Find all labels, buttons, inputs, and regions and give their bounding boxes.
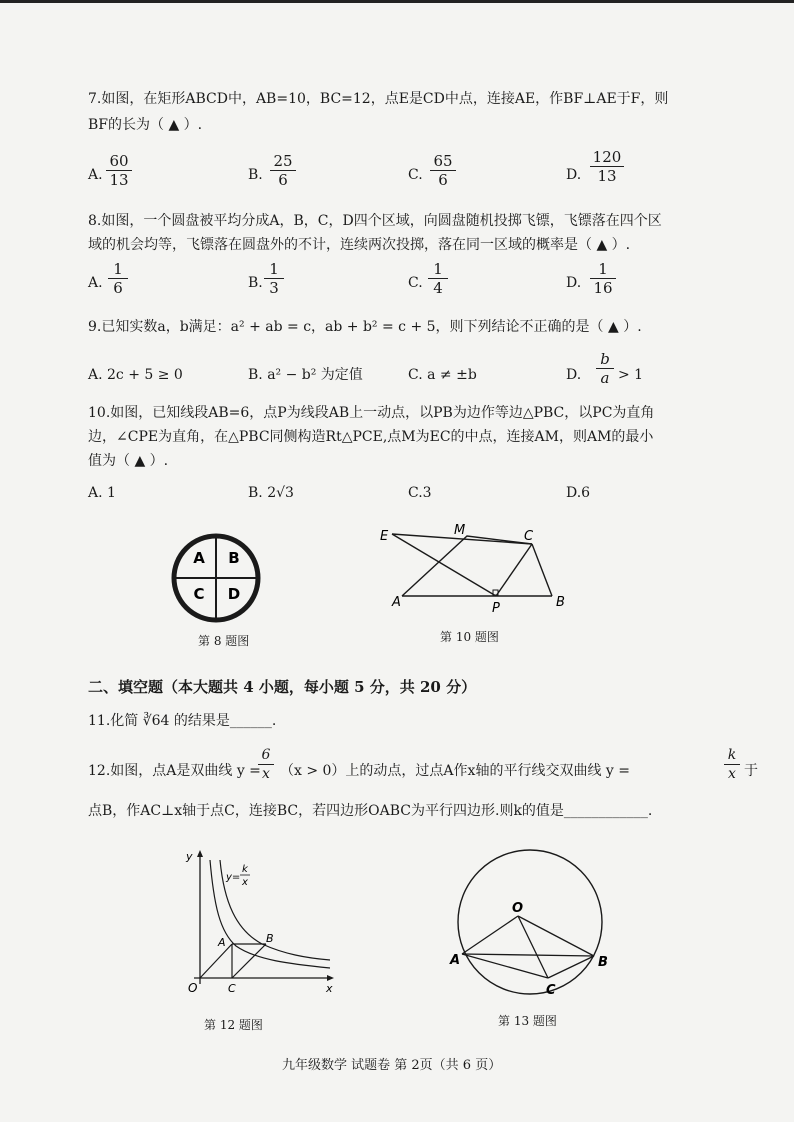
- q8-option-a-fraction: [108, 260, 128, 297]
- q10-option-a: A. 1: [88, 485, 116, 501]
- q8-option-d-num: 1: [590, 260, 616, 279]
- q11-text: 11.化简 ∛64 的结果是______.: [88, 713, 277, 729]
- q9-option-a: A. 2c + 5 ≥ 0: [88, 367, 183, 383]
- origin-label: O: [188, 981, 198, 995]
- q8-option-d-letter: D.: [566, 275, 582, 291]
- q8-option-a-den: 6: [113, 279, 123, 297]
- figure-10-diagram: [372, 520, 582, 620]
- q9-option-d-fraction: [596, 350, 614, 387]
- q8-option-b-num: 1: [264, 260, 284, 279]
- point-m-label: M: [454, 523, 466, 538]
- figure-12-caption: 第 12 题图: [204, 1018, 263, 1032]
- q7-option-c-letter: C.: [408, 167, 423, 183]
- q8-option-b-den: 3: [269, 279, 279, 297]
- q9-option-b: B. a² − b² 为定值: [248, 367, 363, 383]
- figure-8-disk: [166, 528, 266, 628]
- point-a-label: A: [218, 936, 226, 949]
- q10-line2: 边，∠CPE为直角，在△PBC同侧构造Rt△PCE,点M为EC的中点，连接AM，则AM的最小: [88, 429, 654, 445]
- figure-13-caption: 第 13 题图: [498, 1014, 557, 1028]
- q8-line2: 域的机会均等，飞镖落在圆盘外的不计，连续两次投掷，落在同一区域的概率是（ ▲ ）.: [88, 237, 631, 253]
- q7-option-b-num: 25: [270, 152, 296, 171]
- q7-option-d-letter: D.: [566, 167, 582, 183]
- q9-option-c: C. a ≠ ±b: [408, 367, 477, 383]
- q12-fraction1-num: 6: [258, 746, 274, 765]
- segment-cb: [232, 944, 266, 978]
- q12-fraction1-den: x: [262, 766, 270, 782]
- q7-option-b-fraction: [270, 152, 296, 189]
- q8-line1: 8.如图，一个圆盘被平均分成A，B，C，D四个区域，向圆盘随机投掷飞镖，飞镖落在四个区: [88, 213, 662, 229]
- q8-option-b-letter: B.: [248, 275, 263, 291]
- q8-option-c-den: 4: [433, 279, 443, 297]
- figure-13-circle: [448, 844, 618, 1006]
- q9-line1: 9.已知实数a，b满足：a² + ab = c，ab + b² = c + 5，则下列结论不正确的是（ ▲ ）.: [88, 319, 642, 335]
- disk-region-b: B: [228, 549, 240, 567]
- figure-8-caption: 第 8 题图: [198, 634, 250, 648]
- point-b-label: B: [556, 595, 565, 610]
- q7-option-c-den: 6: [438, 171, 448, 189]
- q10-option-d: D.6: [566, 485, 591, 501]
- top-border-line: [0, 0, 794, 3]
- q8-option-b-fraction: [264, 260, 284, 297]
- line-a-e-c: [402, 536, 532, 596]
- segment-pc: [496, 544, 532, 596]
- q7-option-a-den: 13: [109, 171, 129, 189]
- disk-region-d: D: [227, 585, 241, 603]
- q12-fraction-6-over-x: [258, 746, 274, 783]
- x-axis-label: x: [326, 982, 333, 995]
- q7-option-b-den: 6: [278, 171, 288, 189]
- figure-10-caption: 第 10 题图: [440, 630, 499, 644]
- point-a-label: A: [392, 595, 401, 610]
- figure-12-graph: [180, 846, 340, 996]
- segment-oa: [462, 916, 518, 954]
- q7-option-a-num: 60: [106, 152, 132, 171]
- q12-fraction-k-over-x: [724, 746, 740, 783]
- q10-line3: 值为（ ▲ ）.: [88, 453, 169, 469]
- point-b-label: B: [598, 955, 608, 970]
- q7-option-c-fraction: [430, 152, 456, 189]
- q9-option-d-num: b: [596, 350, 614, 369]
- q7-option-c-num: 65: [430, 152, 456, 171]
- q12-fraction2-num: k: [724, 746, 740, 765]
- point-c-label: C: [228, 982, 236, 995]
- segment-ob: [518, 916, 594, 956]
- q12-line1-part2: （x > 0）上的动点，过点A作x轴的平行线交双曲线 y =: [280, 763, 630, 779]
- q9-option-d-letter: D.: [566, 367, 582, 383]
- disk-region-a: A: [193, 549, 205, 567]
- q10-line1: 10.如图，已知线段AB=6，点P为线段AB上一动点，以PB为边作等边△PBC，以PC为直角: [88, 405, 655, 421]
- q8-option-c-num: 1: [428, 260, 448, 279]
- point-a-label: A: [450, 953, 461, 968]
- q8-option-c-fraction: [428, 260, 448, 297]
- point-p-label: P: [492, 601, 500, 616]
- segment-oa: [200, 944, 232, 978]
- disk-region-c: C: [193, 585, 205, 603]
- curve-label-y: y=: [226, 872, 241, 883]
- q7-line1: 7.如图，在矩形ABCD中，AB=10，BC=12，点E是CD中点，连接AE，作BF⊥AE于F，则: [88, 91, 669, 107]
- q10-option-c: C.3: [408, 485, 432, 501]
- curve-label-k: k: [242, 864, 248, 875]
- x-axis-arrow: [327, 975, 334, 981]
- q8-option-d-den: 16: [593, 279, 613, 297]
- segment-ac: [462, 954, 548, 978]
- q7-option-b-letter: B.: [248, 167, 263, 183]
- curve-label-x: x: [242, 877, 248, 888]
- point-e-label: E: [380, 529, 389, 544]
- point-o-label: O: [512, 901, 524, 916]
- q7-option-a-letter: A.: [88, 167, 103, 183]
- q7-option-a-fraction: [106, 152, 132, 189]
- segment-bc: [548, 956, 594, 978]
- y-axis-arrow: [197, 850, 203, 857]
- q12-line1-part1: 12.如图，点A是双曲线 y =: [88, 763, 261, 779]
- point-c-label: C: [546, 983, 556, 998]
- q8-option-c-letter: C.: [408, 275, 423, 291]
- q8-option-d-fraction: [590, 260, 616, 297]
- q7-option-d-fraction: [590, 148, 624, 185]
- section-2-heading: 二、填空题（本大题共 4 小题，每小题 5 分，共 20 分）: [88, 678, 477, 696]
- point-b-label: B: [266, 932, 274, 945]
- q7-line2: BF的长为（ ▲ ）.: [88, 117, 203, 133]
- segment-oc: [518, 916, 548, 978]
- page-footer: 九年级数学 试题卷 第 2页（共 6 页）: [282, 1058, 502, 1073]
- segment-ab: [462, 954, 594, 956]
- q12-line1-part3: 于: [744, 763, 758, 779]
- y-axis-label: y: [186, 850, 193, 863]
- q7-option-d-den: 13: [597, 167, 617, 185]
- segment-cb: [532, 544, 552, 596]
- q10-option-b: B. 2√3: [248, 485, 294, 501]
- q8-option-a-letter: A.: [88, 275, 103, 291]
- q9-option-d-den: a: [600, 369, 610, 387]
- segment-ep: [392, 534, 496, 596]
- q9-option-d-tail: > 1: [618, 367, 644, 383]
- point-c-label: C: [524, 529, 534, 544]
- q12-line2: 点B，作AC⊥x轴于点C，连接BC，若四边形OABC为平行四边形.则k的值是____________.: [88, 803, 653, 819]
- q8-option-a-num: 1: [108, 260, 128, 279]
- q12-fraction2-den: x: [728, 766, 736, 782]
- q7-option-d-num: 120: [590, 148, 624, 167]
